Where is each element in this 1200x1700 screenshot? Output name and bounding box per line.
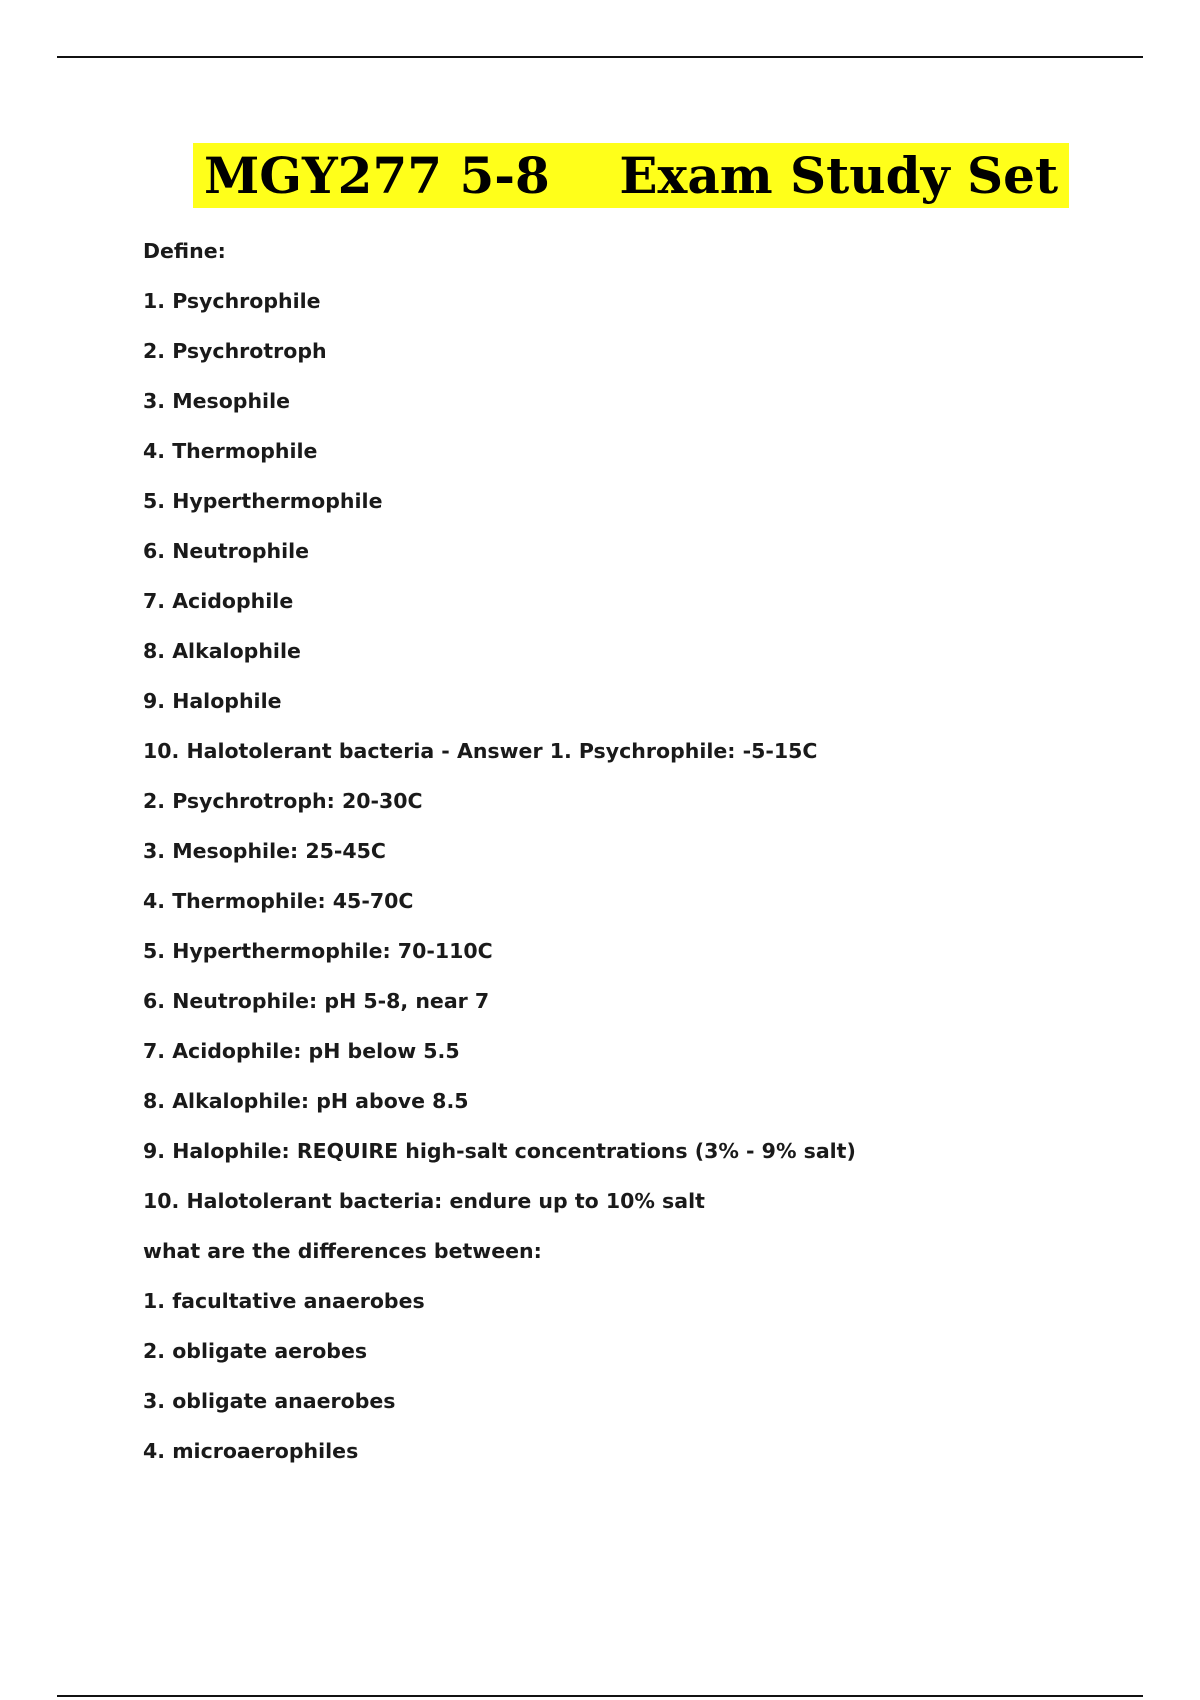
list-item: 3. obligate anaerobes <box>143 1389 396 1413</box>
page-title: MGY277 5-8 Exam Study Set <box>203 145 1059 205</box>
answer-item: 5. Hyperthermophile: 70-110C <box>143 939 493 963</box>
footer-rule <box>57 1695 1143 1697</box>
list-item: 5. Hyperthermophile <box>143 489 383 513</box>
answer-item: 4. Thermophile: 45-70C <box>143 889 414 913</box>
answer-item: 2. Psychrotroph: 20-30C <box>143 789 423 813</box>
document-body <box>143 236 1143 1486</box>
answer-item: 6. Neutrophile: pH 5-8, near 7 <box>143 989 490 1013</box>
list-item: 1. Psychrophile <box>143 289 321 313</box>
list-item: 2. obligate aerobes <box>143 1339 368 1363</box>
list-item: 4. Thermophile <box>143 439 318 463</box>
header-rule <box>57 56 1143 58</box>
list-item: 10. Halotolerant bacteria - Answer 1. Psychrophile: -5-15C <box>143 739 818 763</box>
answer-item: 9. Halophile: REQUIRE high-salt concentrations (3% - 9% salt) <box>143 1139 856 1163</box>
list-item: 8. Alkalophile <box>143 639 301 663</box>
define-heading: Define: <box>143 239 226 263</box>
question-heading: what are the differences between: <box>143 1239 542 1263</box>
list-item: 2. Psychrotroph <box>143 339 327 363</box>
list-item: 6. Neutrophile <box>143 539 310 563</box>
list-item: 3. Mesophile <box>143 389 291 413</box>
answer-item: 8. Alkalophile: pH above 8.5 <box>143 1089 469 1113</box>
list-item: 9. Halophile <box>143 689 282 713</box>
list-item: 7. Acidophile <box>143 589 294 613</box>
list-item: 1. facultative anaerobes <box>143 1289 425 1313</box>
answer-item: 3. Mesophile: 25-45C <box>143 839 386 863</box>
title-highlight <box>193 143 1069 208</box>
answer-item: 10. Halotolerant bacteria: endure up to 10% salt <box>143 1189 705 1213</box>
answer-item: 7. Acidophile: pH below 5.5 <box>143 1039 460 1063</box>
list-item: 4. microaerophiles <box>143 1439 359 1463</box>
